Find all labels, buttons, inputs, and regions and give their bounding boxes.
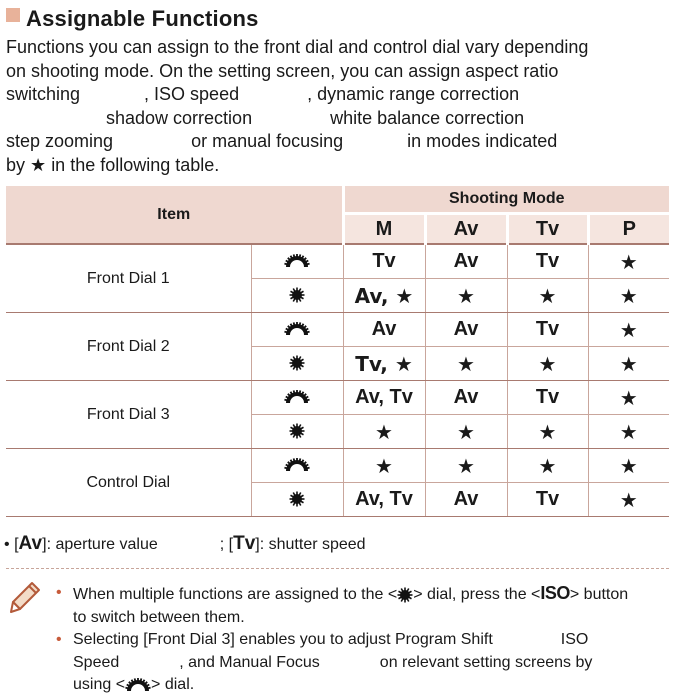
note-text: , and Manual Focus <box>179 653 320 671</box>
mode-header-p: P <box>588 214 669 245</box>
assignable-functions-table <box>6 186 669 517</box>
note-text: > dial, press the < <box>413 586 541 603</box>
front-dial-icon <box>284 458 310 472</box>
front-dial-cell <box>251 449 343 483</box>
mode-value-cell: Av <box>425 381 507 415</box>
star-icon: ★ <box>30 154 47 176</box>
intro-paragraph <box>6 36 668 177</box>
mode-value-cell: ★ <box>343 415 425 449</box>
mode-value-cell: ★ <box>425 415 507 449</box>
intro-text: switching <box>6 84 81 104</box>
separator: ; <box>219 536 229 553</box>
note-text: ISO <box>560 631 589 648</box>
mode-value-cell: Av, ★ <box>343 279 425 313</box>
table-row <box>6 449 669 483</box>
mode-value-cell: ★ <box>588 381 669 415</box>
front-dial-icon <box>284 390 310 404</box>
mode-value-cell: ★ <box>507 347 588 381</box>
mode-value-cell: Tv <box>507 381 588 415</box>
mode-value-cell: Av <box>425 483 507 517</box>
pencil-icon <box>8 580 42 616</box>
notes-list <box>56 582 670 697</box>
bracket: ] <box>255 536 260 553</box>
mode-value-cell: Tv <box>507 244 588 279</box>
row-item-name: Front Dial 1 <box>6 244 251 313</box>
note-text: to switch between them. <box>73 608 245 626</box>
row-item-name: Front Dial 2 <box>6 313 251 381</box>
mode-value-cell: ★ <box>588 449 669 483</box>
mode-header-av: Av <box>425 214 507 245</box>
mode-value-cell: Tv, ★ <box>343 347 425 381</box>
control-dial-cell <box>251 347 343 381</box>
front-dial-cell <box>251 381 343 415</box>
mode-value-cell: Tv <box>343 244 425 279</box>
bracket: [ <box>228 536 234 553</box>
heading-square-icon <box>6 8 20 22</box>
mode-value-cell: Tv <box>507 313 588 347</box>
mode-value-cell: Av <box>343 313 425 347</box>
row-item-name: Control Dial <box>6 449 251 517</box>
front-dial-cell <box>251 313 343 347</box>
bracket: [ <box>14 536 19 553</box>
mode-value-cell: ★ <box>588 483 669 517</box>
control-dial-icon <box>397 587 413 603</box>
intro-text: step zooming <box>6 131 114 151</box>
section-heading <box>6 6 259 32</box>
intro-text: , ISO speed <box>144 84 240 104</box>
mode-value-cell: ★ <box>507 279 588 313</box>
note-item <box>56 582 670 629</box>
control-dial-icon <box>289 287 305 303</box>
control-dial-icon <box>289 423 305 439</box>
legend-bullet: • <box>4 536 10 553</box>
intro-line: Functions you can assign to the front dial and control dial vary depending <box>6 37 589 57</box>
mode-value-cell: Av <box>425 244 507 279</box>
mode-header-m: M <box>343 214 425 245</box>
intro-text: in modes indicated <box>407 131 558 151</box>
intro-text: white balance correction <box>330 107 525 128</box>
mode-value-cell: Av, Tv <box>343 381 425 415</box>
mode-value-cell: ★ <box>588 244 669 279</box>
table-row <box>6 244 669 279</box>
iso-button-label: ISO <box>540 583 570 603</box>
note-text: on relevant setting screens by <box>379 653 593 671</box>
front-dial-icon <box>125 678 151 692</box>
mode-value-cell: ★ <box>588 279 669 313</box>
mode-value-cell: ★ <box>588 347 669 381</box>
mode-value-cell: ★ <box>588 313 669 347</box>
intro-text: by <box>6 154 26 175</box>
mode-value-cell: ★ <box>507 415 588 449</box>
mode-value-cell: Av, Tv <box>343 483 425 517</box>
intro-text: or manual focusing <box>191 131 344 151</box>
abbreviation-legend <box>4 533 366 555</box>
mode-value-cell: ★ <box>588 415 669 449</box>
note-bullet: • <box>56 631 62 648</box>
front-dial-icon <box>284 322 310 336</box>
note-text: > button <box>569 586 629 603</box>
note-text: Selecting [Front Dial 3] enables you to adjust Program Shift <box>73 631 493 648</box>
item-header: Item <box>6 186 343 244</box>
note-bullet: • <box>56 584 62 601</box>
mode-value-cell: ★ <box>425 449 507 483</box>
av-symbol: Av <box>18 533 43 554</box>
mode-value-cell: ★ <box>343 449 425 483</box>
divider <box>6 568 669 569</box>
av-definition: : aperture value <box>46 536 158 553</box>
control-dial-icon <box>289 355 305 371</box>
mode-value-cell: ★ <box>425 279 507 313</box>
tv-symbol: Tv <box>233 533 256 554</box>
mode-value-cell: Av <box>425 313 507 347</box>
front-dial-cell <box>251 244 343 279</box>
control-dial-cell <box>251 415 343 449</box>
note-text: When multiple functions are assigned to the < <box>73 586 398 603</box>
table-row <box>6 313 669 347</box>
note-text: using < <box>73 676 126 693</box>
page-title: Assignable Functions <box>26 6 259 31</box>
row-item-name: Front Dial 3 <box>6 381 251 449</box>
front-dial-icon <box>284 254 310 268</box>
shooting-mode-header: Shooting Mode <box>343 186 669 214</box>
mode-value-cell: ★ <box>507 449 588 483</box>
mode-header-tv: Tv <box>507 214 588 245</box>
mode-value-cell: Tv <box>507 483 588 517</box>
bracket: ] <box>42 536 47 553</box>
note-item <box>56 629 670 697</box>
note-text: > dial. <box>151 676 195 693</box>
control-dial-cell <box>251 483 343 517</box>
intro-line: on shooting mode. On the setting screen, you can assign aspect ratio <box>6 60 559 81</box>
table-row <box>6 381 669 415</box>
note-text: Speed <box>73 653 120 671</box>
control-dial-cell <box>251 279 343 313</box>
tv-definition: : shutter speed <box>259 536 366 553</box>
intro-text: shadow correction <box>106 107 253 128</box>
intro-text: in the following table. <box>51 154 220 175</box>
mode-value-cell: ★ <box>425 347 507 381</box>
control-dial-icon <box>289 491 305 507</box>
intro-text: , dynamic range correction <box>307 84 520 104</box>
